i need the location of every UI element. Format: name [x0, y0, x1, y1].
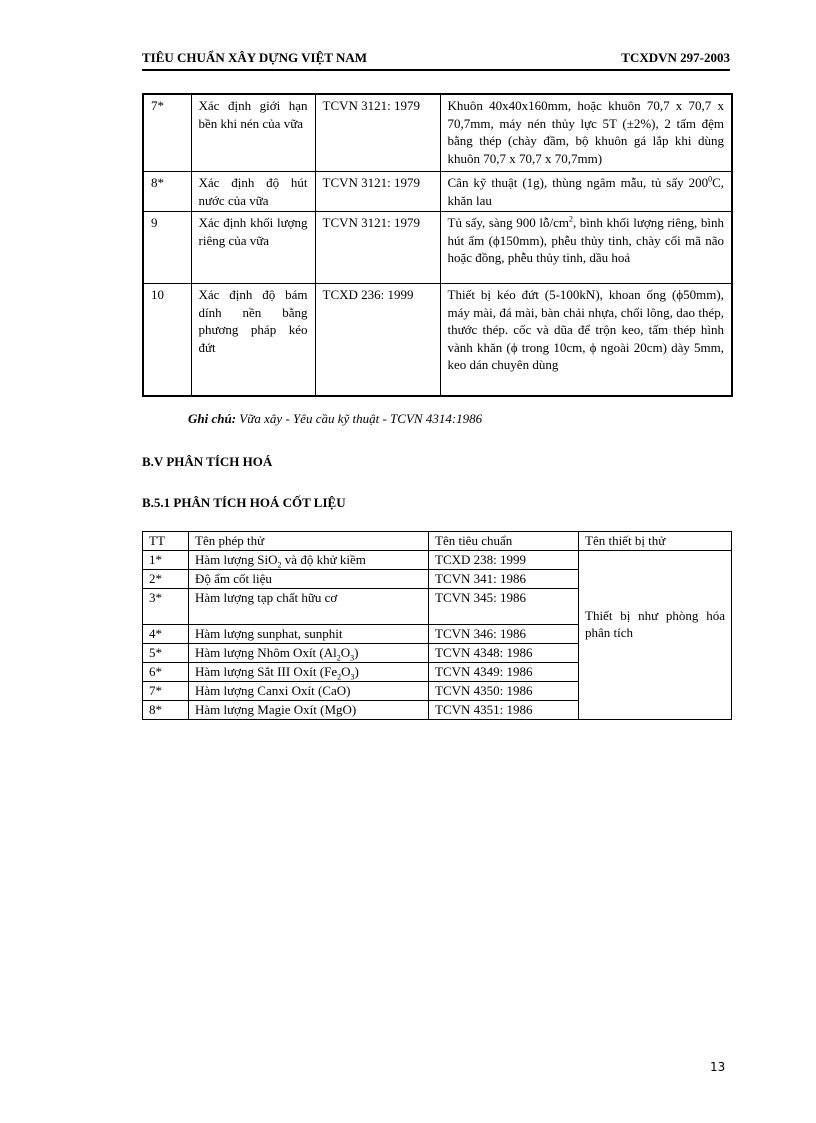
row-number: 9	[143, 212, 191, 284]
row-number: 6*	[143, 663, 189, 682]
row-number: 4*	[143, 625, 189, 644]
header-title: TIÊU CHUẨN XÂY DỰNG VIỆT NAM	[142, 50, 367, 65]
table-row	[143, 551, 732, 570]
standard-code: TCVN 3121: 1979	[315, 172, 440, 212]
column-header: Tên thiết bị thử	[579, 532, 732, 551]
test-name: Độ ẩm cốt liệu	[189, 570, 429, 589]
equipment: Cân kỹ thuật (1g), thùng ngâm mẫu, tủ sấy $200^0C$, khăn lau	[440, 172, 732, 212]
table-row	[143, 284, 732, 397]
row-number: 7*	[143, 94, 191, 172]
test-name: Hàm lượng Canxi Oxít (CaO)	[189, 682, 429, 701]
note-text: Vữa xây - Yêu cầu kỹ thuật - TCVN 4314:1986	[236, 411, 483, 426]
test-name: Hàm lượng Sắt III Oxít $(Fe_2O_3)$	[189, 663, 429, 682]
equipment: Tủ sấy, sàng 900 $lỗ/cm^2$, bình khối lượng riêng, bình hút ẩm (ϕ150mm), phễu thủy tinh, chày cối mã não hoặc đồng, phễu thủy tinh, dầu hoả	[440, 212, 732, 284]
equipment: Thiết bị kéo đứt (5-100kN), khoan ống (ϕ50mm), máy mài, đá mài, bàn chải nhựa, chổi lông, dao thép, thước thép. cốc và dũa để trộn keo, tấm thép hình vành khăn (ϕ trong 10cm, ϕ ngoài 20cm) dày 5mm, keo dán chuyên dùng	[440, 284, 732, 397]
chemical-analysis-table	[142, 531, 732, 720]
note-label: Ghi chú:	[188, 411, 237, 426]
test-name: Xác định độ hút nước của vữa	[191, 172, 315, 212]
standard-code: TCVN 341: 1986	[429, 570, 579, 589]
standard-code: TCVN 3121: 1979	[315, 94, 440, 172]
subsection-heading: B.5.1 PHÂN TÍCH HOÁ CỐT LIỆU	[142, 495, 346, 510]
row-number: 8*	[143, 701, 189, 720]
page-header	[142, 50, 730, 70]
standard-code: TCXD 236: 1999	[315, 284, 440, 397]
test-name: Xác định độ bám dính nền bằng phương pháp kéo đứt	[191, 284, 315, 397]
row-number: 5*	[143, 644, 189, 663]
table-row	[143, 172, 732, 212]
row-number: 1*	[143, 551, 189, 570]
row-number: 3*	[143, 589, 189, 625]
standard-code: TCVN 4350: 1986	[429, 682, 579, 701]
test-name: Hàm lượng Nhôm Oxít $(Al_2O_3)$	[189, 644, 429, 663]
page-number: 13	[710, 1060, 726, 1074]
test-name: Xác định giới hạn bền khi nén của vữa	[191, 94, 315, 172]
standard-code: TCXD 238: 1999	[429, 551, 579, 570]
standard-code: TCVN 4351: 1986	[429, 701, 579, 720]
test-name: Hàm lượng tạp chất hữu cơ	[189, 589, 429, 625]
row-number: 10	[143, 284, 191, 397]
row-number: 2*	[143, 570, 189, 589]
test-name: Hàm lượng sunphat, sunphit	[189, 625, 429, 644]
standard-code: TCVN 4349: 1986	[429, 663, 579, 682]
column-header: TT	[143, 532, 189, 551]
test-name: Hàm lượng Magie Oxít (MgO)	[189, 701, 429, 720]
standard-code: TCVN 346: 1986	[429, 625, 579, 644]
row-number: 7*	[143, 682, 189, 701]
header-divider	[142, 69, 730, 71]
standard-code: TCVN 345: 1986	[429, 589, 579, 625]
table-row	[143, 94, 732, 172]
column-header: Tên phép thử	[189, 532, 429, 551]
header-code: TCXDVN 297-2003	[621, 50, 730, 65]
test-methods-table	[142, 93, 733, 397]
test-name: Hàm lượng SiO$_2$ và độ khử kiềm	[189, 551, 429, 570]
test-name: Xác định khối lượng riêng của vữa	[191, 212, 315, 284]
equipment: Khuôn 40x40x160mm, hoặc khuôn 70,7 x 70,7 x 70,7mm, máy nén thủy lực 5T (±2%), 2 tấm đệm bằng thép (chày đầm, bộ khuôn gá lắp khi dùng khuôn 70,7 x 70,7 x 70,7mm)	[440, 94, 732, 172]
section-heading: B.V PHÂN TÍCH HOÁ	[142, 454, 273, 469]
table-header-row	[143, 532, 732, 551]
standard-code: TCVN 3121: 1979	[315, 212, 440, 284]
standard-code: TCVN 4348: 1986	[429, 644, 579, 663]
table-note	[188, 411, 482, 427]
equipment-merged: Thiết bị như phòng hóa phân tích	[579, 551, 732, 720]
column-header: Tên tiêu chuẩn	[429, 532, 579, 551]
table-row	[143, 212, 732, 284]
row-number: 8*	[143, 172, 191, 212]
